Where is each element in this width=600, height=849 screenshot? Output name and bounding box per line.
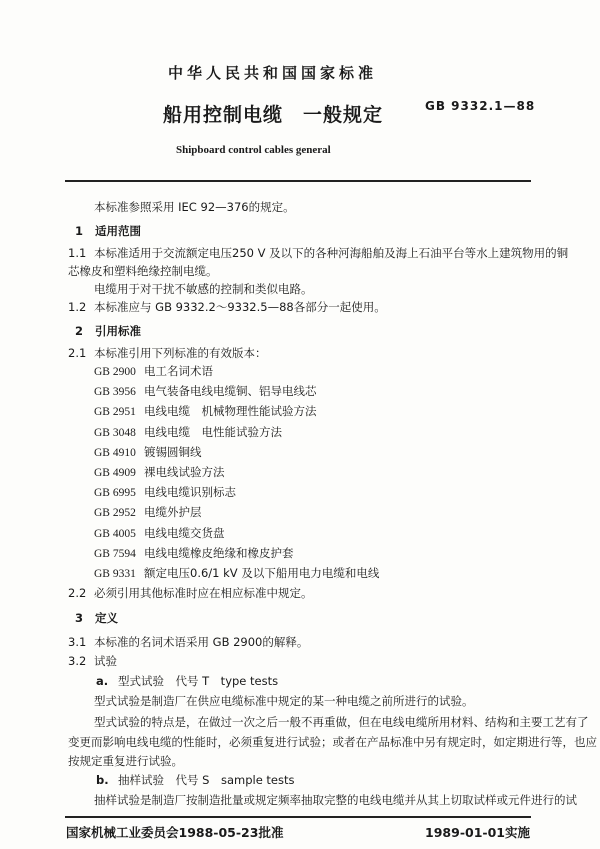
reference-item xyxy=(94,445,202,460)
clause-number: 2.2 xyxy=(68,586,87,600)
reference-name: 电线电缆橡皮绝缘和橡皮护套 xyxy=(144,545,294,560)
section-number: 2 xyxy=(75,324,84,338)
clause-1-2 xyxy=(68,300,386,314)
reference-code: GB 3956 xyxy=(94,386,136,399)
reference-item xyxy=(94,465,225,480)
clause-number: 3.1 xyxy=(68,635,87,649)
reference-code: GB 4005 xyxy=(94,527,136,540)
section-3-heading xyxy=(75,611,118,625)
reference-name: 镀锡圆铜线 xyxy=(144,444,202,459)
item-a-line-3: 变更而影响电线电缆的性能时，必须重复进行试验；或者在产品标准中另有规定时，如定期进行等，也应 xyxy=(68,735,597,749)
reference-item xyxy=(94,566,379,581)
reference-name: 电气装备电线电缆铜、铝导电线芯 xyxy=(144,384,317,399)
document-title: 船用控制电缆 一般规定 xyxy=(163,104,384,126)
reference-code: GB 4910 xyxy=(94,446,136,459)
clause-number: 3.2 xyxy=(68,654,87,668)
item-a-line-1: 型式试验是制造厂在供应电缆标准中规定的某一种电缆之前所进行的试验。 xyxy=(94,694,474,708)
clause-text: 本标准的名词术语采用 GB 2900的解释。 xyxy=(94,635,309,649)
effective-date: 1989-01-01实施 xyxy=(425,825,530,840)
item-a-line-2: 型式试验的特点是，在做过一次之后一般不再重做，但在电线电缆所用材料、结构和主要工艺有了 xyxy=(94,715,589,729)
approval-date: 国家机械工业委员会1988-05-23批准 xyxy=(66,825,284,840)
reference-name: 裸电线试验方法 xyxy=(144,465,225,479)
clause-number: 2.1 xyxy=(68,346,87,360)
reference-item xyxy=(94,485,236,500)
item-a-heading xyxy=(96,674,278,688)
reference-name: 电线电缆识别标志 xyxy=(144,485,236,500)
standard-number: GB 9332.1—88 xyxy=(425,99,536,113)
section-1-heading xyxy=(75,224,141,238)
clause-number: 1.2 xyxy=(68,300,87,314)
reference-code: GB 2952 xyxy=(94,507,136,520)
country-standard-heading: 中华人民共和国国家标准 xyxy=(168,64,378,82)
clause-text: 试验 xyxy=(94,654,117,668)
header-rule xyxy=(65,180,531,182)
reference-code: GB 6995 xyxy=(94,487,136,500)
clause-3-2 xyxy=(68,654,117,668)
clause-1-1-note: 电缆用于对干扰不敏感的控制和类似电路。 xyxy=(94,282,313,296)
item-label: a. xyxy=(96,674,109,688)
reference-item xyxy=(94,546,294,561)
clause-2-1 xyxy=(68,346,267,360)
item-label: b. xyxy=(96,773,109,787)
reference-code: GB 2951 xyxy=(94,406,136,419)
reference-item xyxy=(94,404,317,419)
reference-item xyxy=(94,526,225,541)
section-title: 定义 xyxy=(95,611,118,625)
reference-name: 电线电缆交货盘 xyxy=(144,525,225,540)
clause-number: 1.1 xyxy=(68,246,87,260)
reference-item xyxy=(94,425,282,440)
clause-3-1 xyxy=(68,635,308,649)
section-title: 引用标准 xyxy=(95,324,141,338)
reference-code: GB 7594 xyxy=(94,547,136,560)
reference-code: GB 3048 xyxy=(94,426,136,439)
section-number: 1 xyxy=(75,224,84,238)
intro-text: 本标准参照采用 IEC 92—376的规定。 xyxy=(94,200,295,214)
clause-text: 本标准应与 GB 9332.2～9332.5—88各部分一起使用。 xyxy=(94,300,386,314)
item-b-heading xyxy=(96,773,295,787)
section-number: 3 xyxy=(75,611,84,625)
reference-name: 电线电缆 机械物理性能试验方法 xyxy=(144,404,317,419)
reference-item xyxy=(94,384,317,399)
reference-item xyxy=(94,505,202,520)
reference-name: 电缆外护层 xyxy=(144,505,202,520)
section-title: 适用范围 xyxy=(95,224,141,238)
reference-code: GB 2900 xyxy=(94,366,136,378)
footer-rule xyxy=(65,816,531,818)
section-2-heading xyxy=(75,324,141,338)
item-b-line-1: 抽样试验是制造厂按制造批量或规定频率抽取完整的电线电缆并从其上切取试样或元件进行的试 xyxy=(94,793,577,807)
document-title-english: Shipboard control cables general xyxy=(176,144,331,156)
reference-name: 电线电缆 电性能试验方法 xyxy=(144,424,282,439)
clause-1-1-cont: 芯橡皮和塑料绝缘控制电缆。 xyxy=(68,264,218,278)
clause-text: 本标准引用下列标准的有效版本： xyxy=(94,346,267,360)
reference-name: 额定电压0.6/1 kV 及以下船用电力电缆和电线 xyxy=(144,566,380,580)
reference-code: GB 4909 xyxy=(94,467,136,479)
reference-item xyxy=(94,364,213,379)
clause-text: 本标准适用于交流额定电压250 V 及以下的各种河海船舶及海上石油平台等水上建筑物用的铜 xyxy=(94,246,569,260)
item-a-line-4: 按规定重复进行试验。 xyxy=(68,754,183,768)
clause-text: 必须引用其他标准时应在相应标准中规定。 xyxy=(94,586,313,600)
item-title: 抽样试验 代号 S sample tests xyxy=(118,773,295,787)
clause-1-1 xyxy=(68,246,568,260)
item-title: 型式试验 代号 T type tests xyxy=(118,674,279,688)
reference-code: GB 9331 xyxy=(94,568,136,580)
reference-name: 电工名词术语 xyxy=(144,364,213,378)
clause-2-2 xyxy=(68,586,313,600)
